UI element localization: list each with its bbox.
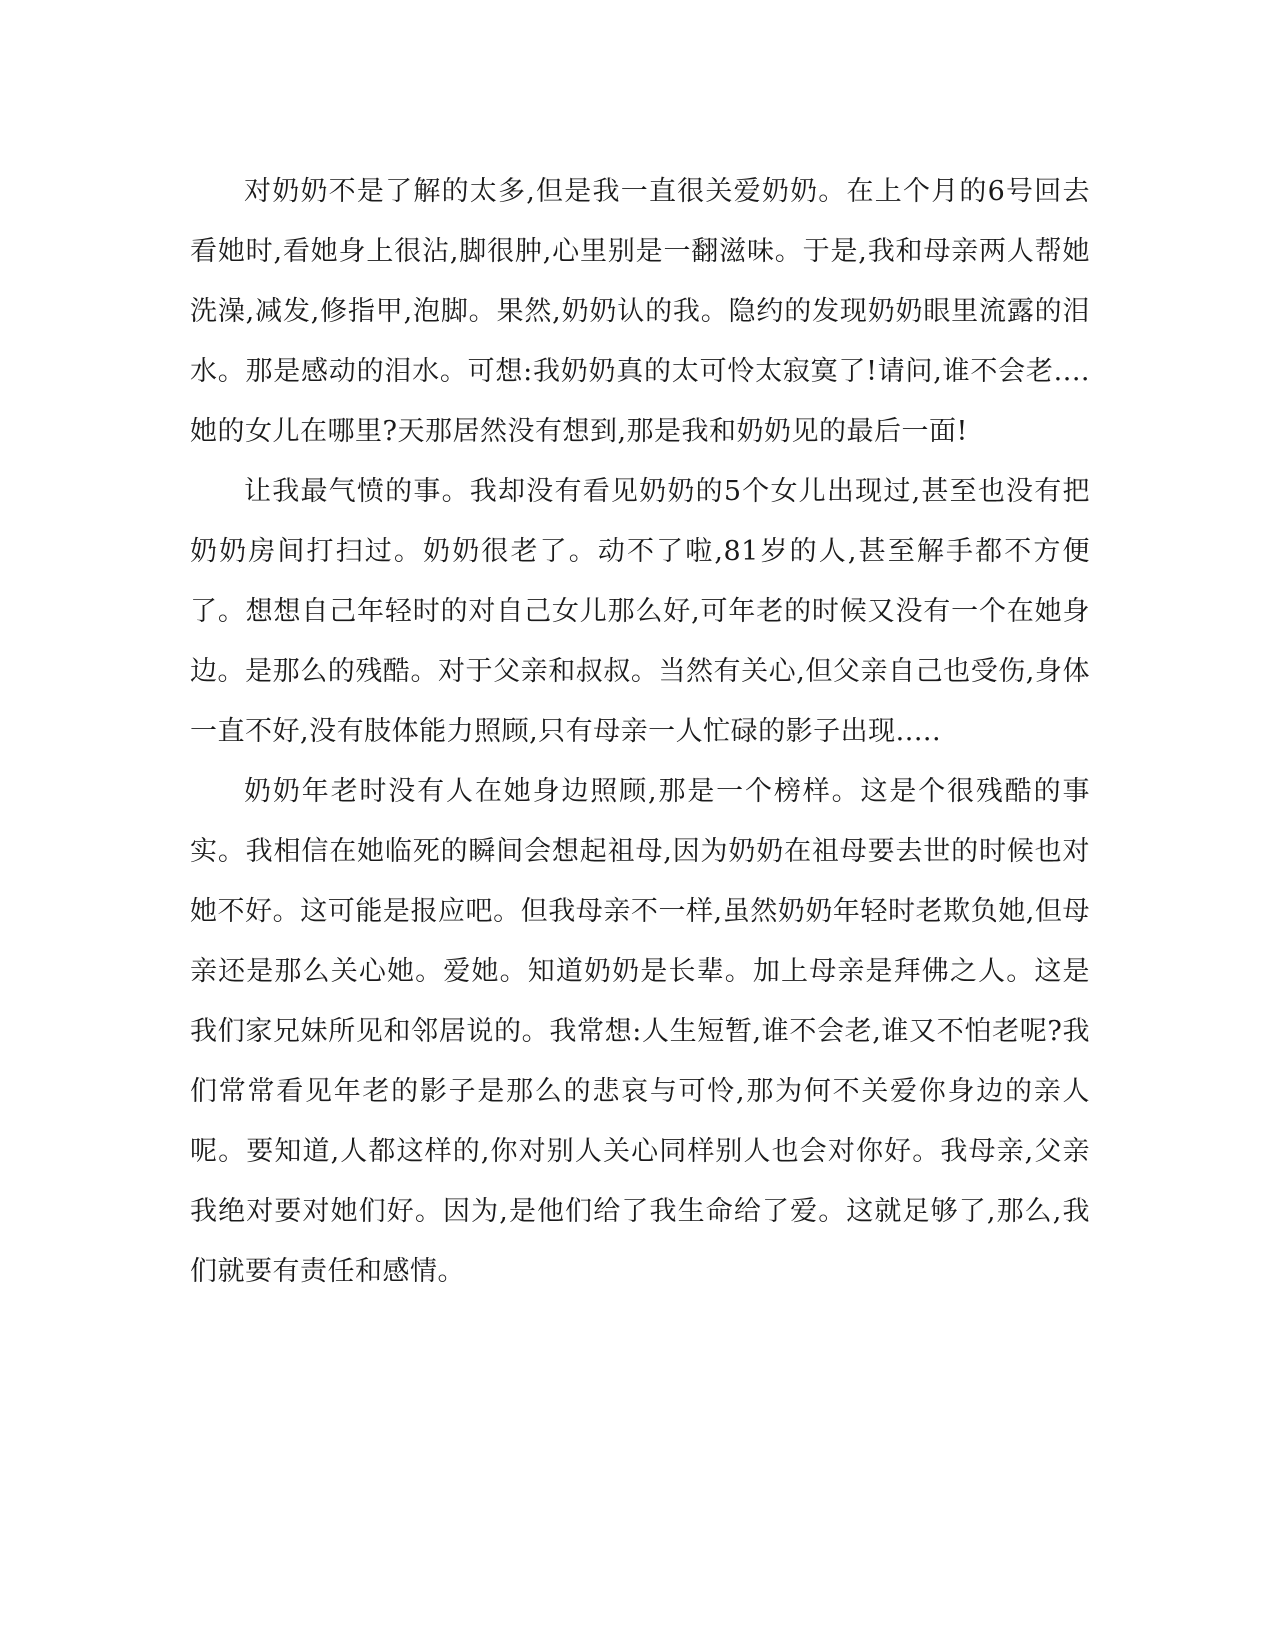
document-body xyxy=(190,162,1090,1302)
paragraph-3: 奶奶年老时没有人在她身边照顾,那是一个榜样。这是个很残酷的事实。我相信在她临死的瞬间会想起祖母,因为奶奶在祖母要去世的时候也对她不好。这可能是报应吧。但我母亲不一样,虽然奶奶年轻时老欺负她,但母亲还是那么关心她。爱她。知道奶奶是长辈。加上母亲是拜佛之人。这是我们家兄妹所见和邻居说的。我常想:人生短暂,谁不会老,谁又不怕老呢?我们常常看见年老的影子是那么的悲哀与可怜,那为何不关爱你身边的亲人呢。要知道,人都这样的,你对别人关心同样别人也会对你好。我母亲,父亲我绝对要对她们好。因为,是他们给了我生命给了爱。这就足够了,那么,我们就要有责任和感情。 xyxy=(190,776,1090,1287)
paragraph-1: 对奶奶不是了解的太多,但是我一直很关爱奶奶。在上个月的6号回去看她时,看她身上很沾,脚很肿,心里别是一翻滋味。于是,我和母亲两人帮她洗澡,减发,修指甲,泡脚。果然,奶奶认的我。隐约的发现奶奶眼里流露的泪水。那是感动的泪水。可想:我奶奶真的太可怜太寂寞了!请问,谁不会老....她的女儿在哪里?天那居然没有想到,那是我和奶奶见的最后一面! xyxy=(190,176,1090,447)
paragraph-2: 让我最气愤的事。我却没有看见奶奶的5个女儿出现过,甚至也没有把奶奶房间打扫过。奶奶很老了。动不了啦,81岁的人,甚至解手都不方便了。想想自己年轻时的对自己女儿那么好,可年老的时候又没有一个在她身边。是那么的残酷。对于父亲和叔叔。当然有关心,但父亲自己也受伤,身体一直不好,没有肢体能力照顾,只有母亲一人忙碌的影子出现..... xyxy=(190,476,1090,747)
